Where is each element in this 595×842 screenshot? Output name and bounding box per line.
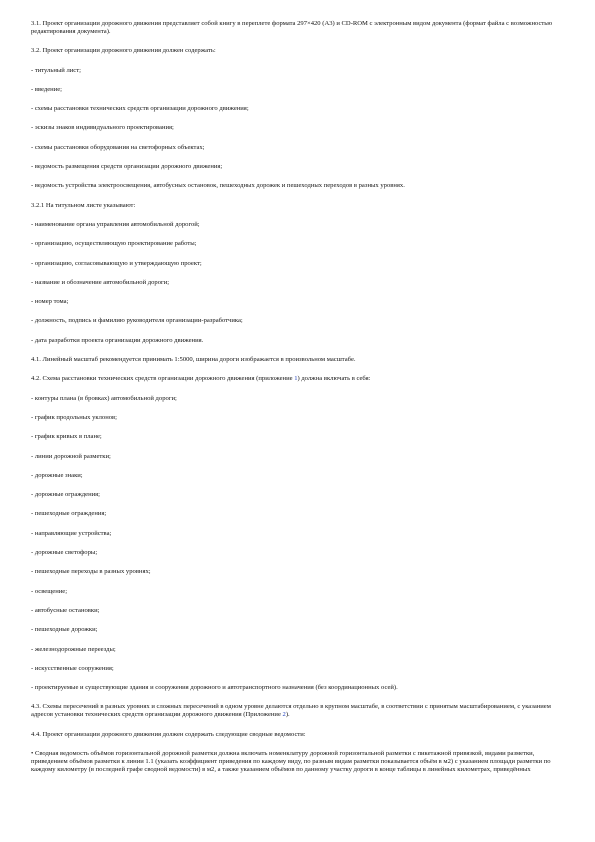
paragraph: 3.2.1 На титульном листе указывают: <box>31 201 136 209</box>
paragraph: - линии дорожной разметки; <box>31 452 111 460</box>
paragraph: - введение; <box>31 85 62 93</box>
paragraph: - схемы расстановки оборудования на светофорных объектах; <box>31 143 205 151</box>
paragraph: - искусственные сооружения; <box>31 664 114 672</box>
paragraph-text-before: 4.3. Схемы пересечений в разных уровнях и сложных пересечений в одном уровне делаются отдельно в крупном масштабе, в соответствии с принятым масштабированием, с указанием адресов установки технических средств организации дорожного движения (Приложение <box>31 703 551 719</box>
paragraph: 3.1. Проект организации дорожного движения представляет собой книгу в переплете формата 297×420 (А3) и CD-ROM с электронным видом документа (формат файла с возможностью редактирования документа). <box>31 20 553 35</box>
paragraph: - название и обозначение автомобильной дороги; <box>31 278 170 286</box>
paragraph: 4.4. Проект организации дорожного движения должен содержать следующие сводные ведомости: <box>31 730 306 738</box>
paragraph: - дорожные светофоры; <box>31 549 98 557</box>
paragraph: - дорожные ограждения; <box>31 491 100 499</box>
document-page <box>31 20 566 785</box>
paragraph: - схемы расстановки технических средств организации дорожного движения; <box>31 105 249 113</box>
paragraph: - титульный лист; <box>31 66 81 74</box>
paragraph-text-after: ). <box>285 711 290 719</box>
paragraph: - график продольных уклонов; <box>31 413 117 421</box>
paragraph: - освещение; <box>31 587 68 595</box>
appendix-link[interactable]: 1 <box>294 375 298 383</box>
paragraph: - пешеходные ограждения; <box>31 510 107 518</box>
paragraph: - организацию, согласовывающую и утверждающую проект; <box>31 259 202 267</box>
paragraph: - направляющие устройства; <box>31 529 112 537</box>
paragraph: • Сводная ведомость объёмов горизонтальной дорожной разметки должна включать номенклатуру дорожной горизонтальной разметки с пикетажной привязкой, видами разметки, приведением объёмов разметки к линии 1.1 (указать коэффициент приведения по каждому виду, по разным видам разметки показывается объём в м2) с указанием площади разметки по каждому километру (в последней графе сводной ведомости) в м2, а также указанием объёмов по данному участку дороги в конце таблицы в линейных километрах, приведённых <box>31 749 551 773</box>
paragraph: - ведомость устройства электроосвещения, автобусных остановок, пешеходных дорожек и пешеходных переходов в разных уровнях. <box>31 182 405 190</box>
paragraph <box>31 375 566 383</box>
paragraph-text-before: 4.2. Схема расстановки технических средств организации дорожного движения (приложение <box>31 375 295 383</box>
paragraph: - железнодорожные переезды; <box>31 645 116 653</box>
paragraph: - проектируемые и существующие здания и сооружения дорожного и автотранспортного назначения (без координационных осей). <box>31 684 398 692</box>
paragraph: - контуры плана (в бровках) автомобильной дороги; <box>31 394 177 402</box>
paragraph: - наименование органа управления автомобильной дорогой; <box>31 220 200 228</box>
paragraph-text-after: ) должна включать в себя: <box>297 375 371 383</box>
appendix-link[interactable]: 2 <box>282 711 286 719</box>
paragraph: 3.2. Проект организации дорожного движения должен содержать: <box>31 47 216 55</box>
paragraph: - номер тома; <box>31 298 69 306</box>
paragraph: 4.1. Линейный масштаб рекомендуется принимать 1:5000, ширина дороги изображается в произвольном масштабе. <box>31 356 356 364</box>
paragraph <box>31 703 566 719</box>
paragraph: - пешеходные дорожки; <box>31 626 98 634</box>
paragraph: - ведомость размещения средств организации дорожного движения; <box>31 163 223 171</box>
paragraph: - дорожные знаки; <box>31 471 83 479</box>
paragraph: - эскизы знаков индивидуального проектирования; <box>31 124 174 132</box>
paragraph: - дата разработки проекта организации дорожного движения. <box>31 336 204 344</box>
paragraph: - организацию, осуществляющую проектирование работы; <box>31 240 197 248</box>
paragraph: - график кривых в плане; <box>31 433 102 441</box>
paragraph: - должность, подпись и фамилию руководителя организации-разработчика; <box>31 317 243 325</box>
paragraph: - автобусные остановки; <box>31 606 100 614</box>
paragraph: - пешеходные переходы в разных уровнях; <box>31 568 151 576</box>
